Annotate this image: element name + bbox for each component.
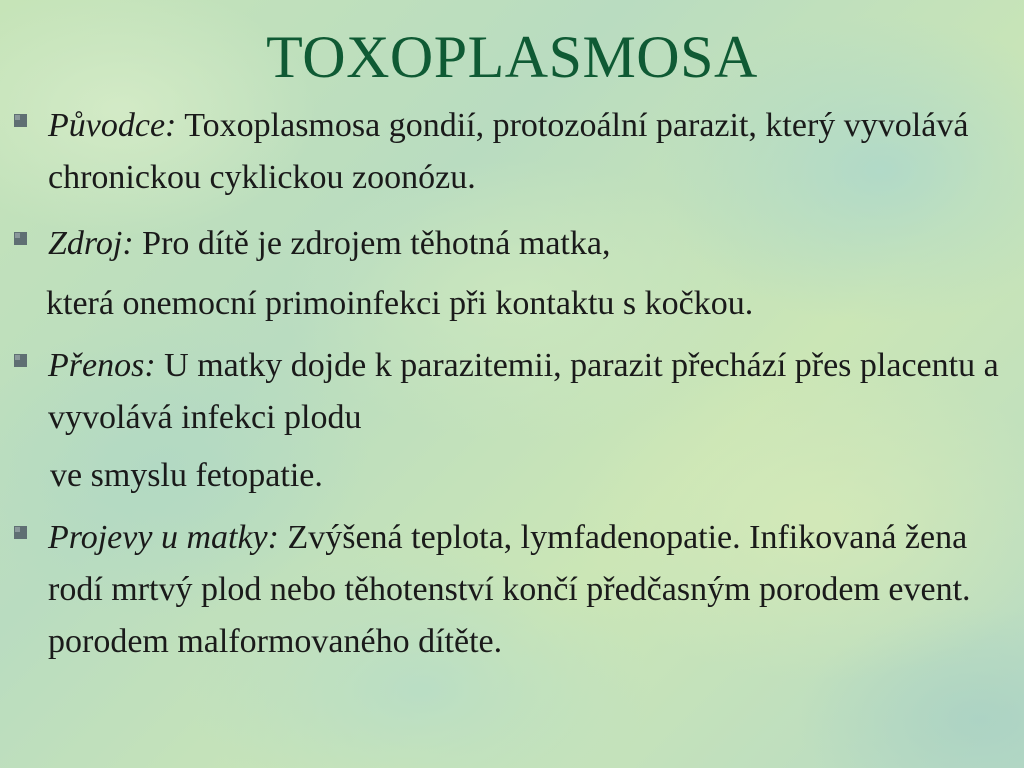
square-bullet-icon <box>14 232 27 245</box>
square-bullet-icon <box>14 354 27 367</box>
bullet-label: Přenos: <box>48 347 156 384</box>
bullet-list <box>0 100 1024 682</box>
bullet-item-puvodce <box>0 100 1024 204</box>
bullet-label: Projevy u matky: <box>48 519 279 556</box>
bullet-label: Původce: <box>48 107 177 144</box>
bullet-text: Zvýšená teplota, lymfadenopatie. Infikovaná žena rodí mrtvý plod nebo těhotenství končí předčasným porodem event. porodem malformovaného dítěte. <box>48 519 971 660</box>
bullet-text: Pro dítě je zdrojem těhotná matka, <box>142 225 611 262</box>
square-bullet-icon <box>14 114 27 127</box>
bullet-label: Zdroj: <box>48 225 134 262</box>
bullet-continuation: která onemocní primoinfekci při kontaktu s kočkou. <box>46 285 754 322</box>
bullet-item-projevy <box>0 512 1024 668</box>
bullet-item-zdroj <box>0 218 1024 270</box>
bullet-continuation: ve smyslu fetopatie. <box>50 457 323 494</box>
bullet-text: Toxoplasmosa gondií, protozoální parazit, který vyvolává chronickou cyklickou zoonózu. <box>48 107 969 196</box>
slide-title: TOXOPLASMOSA <box>266 24 758 90</box>
bullet-item-prenos <box>0 340 1024 444</box>
bullet-text: U matky dojde k parazitemii, parazit přechází přes placentu a vyvolává infekci plodu <box>48 347 999 436</box>
square-bullet-icon <box>14 526 27 539</box>
